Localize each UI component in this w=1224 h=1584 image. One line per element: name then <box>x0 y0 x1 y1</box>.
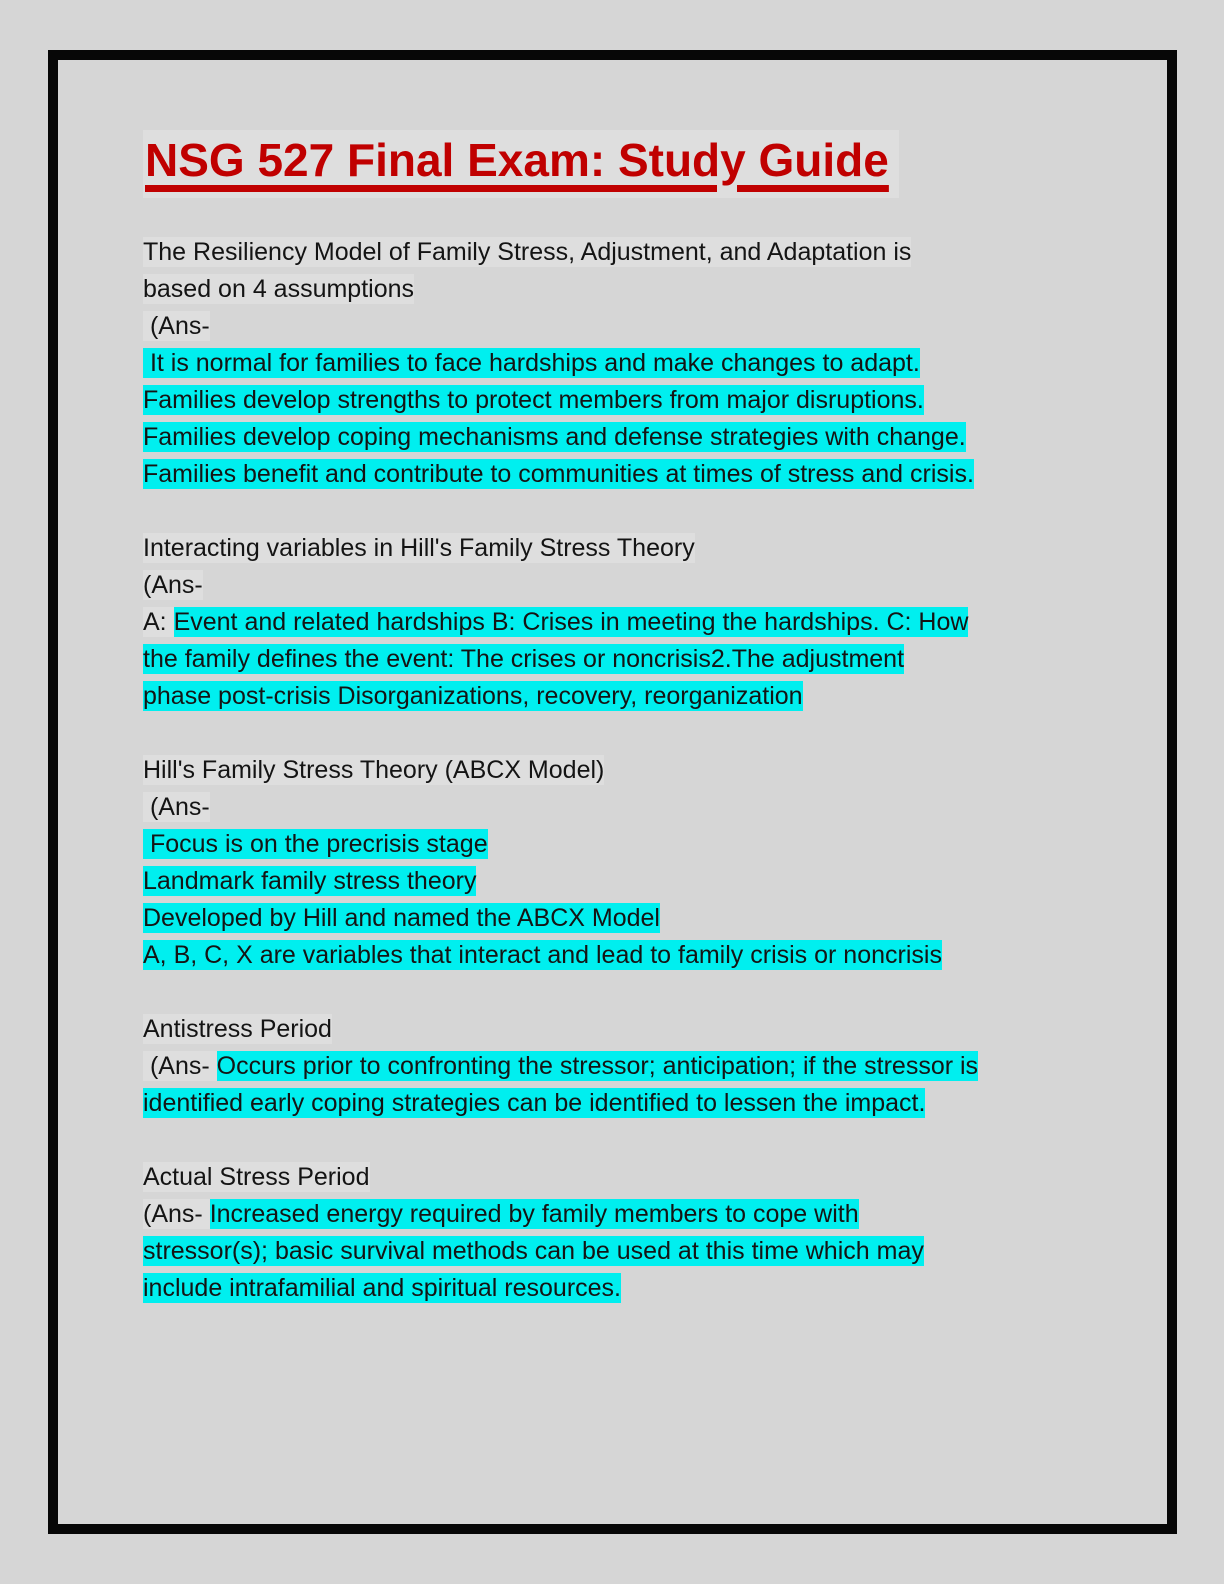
question-segment: (Ans- <box>143 570 203 599</box>
text-line <box>143 234 1137 271</box>
answer-segment: phase post-crisis Disorganizations, recovery, reorganization <box>143 681 803 710</box>
page-title <box>143 132 1137 190</box>
text-line <box>143 1085 1137 1122</box>
qa-block <box>143 1159 1137 1307</box>
answer-segment: stressor(s); basic survival methods can be used at this time which may <box>143 1236 924 1265</box>
answer-segment: Families benefit and contribute to communities at times of stress and crisis. <box>143 459 974 488</box>
text-line <box>143 1270 1137 1307</box>
question-segment: (Ans- <box>143 311 210 340</box>
text-line <box>143 1011 1137 1048</box>
answer-segment: Event and related hardships B: Crises in meeting the hardships. C: How <box>173 607 969 636</box>
question-segment: (Ans- <box>143 792 210 821</box>
document-content <box>58 60 1167 1307</box>
answer-segment: Focus is on the precrisis stage <box>143 829 488 858</box>
answer-segment: identified early coping strategies can be identified to lessen the impact. <box>143 1088 926 1117</box>
question-segment: Hill's Family Stress Theory (ABCX Model) <box>143 755 605 784</box>
qa-blocks-container <box>143 234 1137 1307</box>
answer-segment: include intrafamilial and spiritual resources. <box>143 1273 622 1302</box>
answer-segment: Families develop coping mechanisms and defense strategies with change. <box>143 422 966 451</box>
text-line <box>143 1196 1137 1233</box>
answer-segment: Increased energy required by family members to cope with <box>209 1199 859 1228</box>
qa-block <box>143 1011 1137 1122</box>
question-segment: A: <box>143 607 174 636</box>
text-line <box>143 567 1137 604</box>
text-line <box>143 419 1137 456</box>
text-line <box>143 1233 1137 1270</box>
qa-block <box>143 752 1137 974</box>
answer-segment: Families develop strengths to protect members from major disruptions. <box>143 385 924 414</box>
text-line <box>143 604 1137 641</box>
text-line <box>143 789 1137 826</box>
question-segment: Actual Stress Period <box>143 1162 370 1191</box>
answer-segment: It is normal for families to face hardships and make changes to adapt. <box>143 348 920 377</box>
question-segment: (Ans- <box>143 1199 210 1228</box>
text-line <box>143 1159 1137 1196</box>
page-title-text: NSG 527 Final Exam: Study Guide <box>143 130 899 198</box>
answer-segment: A, B, C, X are variables that interact and lead to family crisis or noncrisis <box>143 940 942 969</box>
text-line <box>143 456 1137 493</box>
answer-segment: Occurs prior to confronting the stressor; anticipation; if the stressor is <box>216 1051 979 1080</box>
text-line <box>143 530 1137 567</box>
text-line <box>143 641 1137 678</box>
question-segment: Antistress Period <box>143 1014 332 1043</box>
text-line <box>143 678 1137 715</box>
text-line <box>143 271 1137 308</box>
text-line <box>143 1048 1137 1085</box>
text-line <box>143 382 1137 419</box>
qa-block <box>143 530 1137 715</box>
question-segment: (Ans- <box>143 1051 217 1080</box>
answer-segment: Developed by Hill and named the ABCX Model <box>143 903 660 932</box>
text-line <box>143 345 1137 382</box>
text-line <box>143 826 1137 863</box>
question-segment: based on 4 assumptions <box>143 274 415 303</box>
text-line <box>143 308 1137 345</box>
question-segment: The Resiliency Model of Family Stress, Adjustment, and Adaptation is <box>143 237 912 266</box>
document-border-frame <box>48 50 1177 1534</box>
qa-block <box>143 234 1137 493</box>
question-segment: Interacting variables in Hill's Family Stress Theory <box>143 533 695 562</box>
answer-segment: Landmark family stress theory <box>143 866 477 895</box>
text-line <box>143 900 1137 937</box>
answer-segment: the family defines the event: The crises or noncrisis2.The adjustment <box>143 644 905 673</box>
text-line <box>143 937 1137 974</box>
text-line <box>143 863 1137 900</box>
text-line <box>143 752 1137 789</box>
